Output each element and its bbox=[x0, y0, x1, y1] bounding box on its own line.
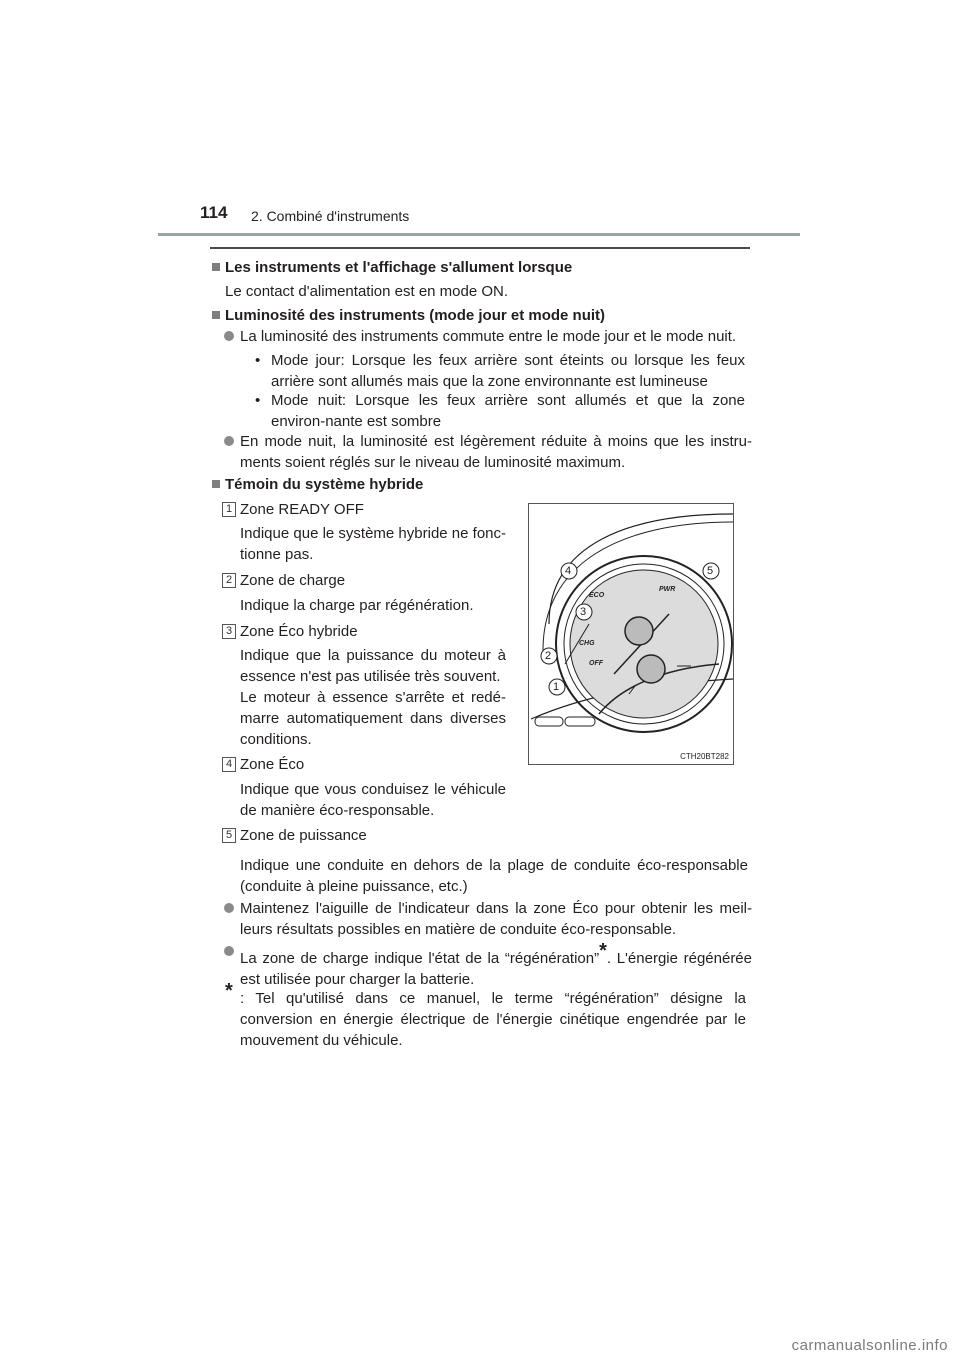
sub-bullet-marker: • bbox=[255, 352, 261, 369]
section-heading-3: Témoin du système hybride bbox=[212, 474, 423, 495]
hybrid-indicator-figure bbox=[528, 503, 734, 765]
figure-code: CTH20BT282 bbox=[680, 752, 729, 761]
square-bullet-icon bbox=[212, 480, 220, 488]
footnote-text: : Tel qu'utilisé dans ce manuel, le terme “régénération” désigne la conversion en énergie électrique de l'énergie cinétique engendrée par le mouvement du véhicule. bbox=[240, 990, 746, 1049]
item-description: Indique que le système hybride ne fonc-tionne pas. bbox=[240, 525, 506, 563]
footnote-star: * bbox=[225, 980, 233, 1002]
bullet-text: La luminosité des instruments commute entre le mode jour et le mode nuit. bbox=[240, 328, 737, 345]
sub-bullet-text: Mode jour: Lorsque les feux arrière sont éteints ou lorsque les feux arrière sont allumés mais que la zone environnante est lumineuse bbox=[271, 352, 745, 390]
item-title: Zone Éco hybride bbox=[240, 623, 358, 640]
sub-bullet-text: Mode nuit: Lorsque les feux arrière sont allumés et que la zone environ-nante est sombre bbox=[271, 392, 745, 430]
section-heading-2: Luminosité des instruments (mode jour et mode nuit) bbox=[212, 305, 605, 326]
off-label: OFF bbox=[589, 660, 603, 667]
item-title: Zone de puissance bbox=[240, 827, 367, 844]
header-rule bbox=[158, 233, 800, 236]
round-bullet-icon bbox=[224, 946, 234, 956]
item-title: Zone READY OFF bbox=[240, 501, 364, 518]
page-number: 114 bbox=[200, 203, 228, 222]
callout-number: 2 bbox=[222, 573, 236, 588]
callout-4: 4 bbox=[565, 565, 572, 577]
watermark: carmanualsonline.info bbox=[791, 1337, 948, 1354]
chapter-title: 2. Combiné d'instruments bbox=[251, 208, 410, 224]
callout-1: 1 bbox=[553, 681, 560, 693]
callout-number: 3 bbox=[222, 624, 236, 639]
section-rule bbox=[210, 247, 750, 249]
item-description: Indique la charge par régénération. bbox=[240, 597, 474, 614]
eco-label: ECO bbox=[589, 592, 605, 599]
round-bullet-icon bbox=[224, 903, 234, 913]
bullet-text: Maintenez l'aiguille de l'indicateur dans la zone Éco pour obtenir les meil-leurs résultats possibles en matière de conduite éco-responsable. bbox=[240, 900, 752, 938]
gauge-illustration bbox=[529, 504, 733, 764]
chg-label: CHG bbox=[579, 640, 595, 647]
section-1-text: Le contact d'alimentation est en mode ON. bbox=[225, 283, 509, 300]
callout-number: 4 bbox=[222, 757, 236, 772]
bullet-text: En mode nuit, la luminosité est légèrement réduite à moins que les instru-ments soient réglés sur le niveau de luminosité maximum. bbox=[240, 433, 752, 471]
pwr-label: PWR bbox=[659, 586, 676, 593]
square-bullet-icon bbox=[212, 311, 220, 319]
round-bullet-icon bbox=[224, 436, 234, 446]
section-heading-1: Les instruments et l'affichage s'allument lorsque bbox=[212, 257, 572, 278]
item-description: Indique une conduite en dehors de la plage de conduite éco-responsable (conduite à pleine puissance, etc.) bbox=[240, 857, 748, 895]
callout-2: 2 bbox=[545, 650, 552, 662]
callout-number: 5 bbox=[222, 828, 236, 843]
item-description-2: Le moteur à essence s'arrête et redé-marre automatiquement dans diverses conditions. bbox=[240, 689, 506, 748]
item-description: Indique que la puissance du moteur à essence n'est pas utilisée très souvent. bbox=[240, 647, 506, 685]
square-bullet-icon bbox=[212, 263, 220, 271]
bullet-text: La zone de charge indique l'état de la “régénération”*. L'énergie régénérée est utilisée pour charger la batterie. bbox=[240, 940, 752, 988]
item-title: Zone de charge bbox=[240, 572, 346, 589]
round-bullet-icon bbox=[224, 331, 234, 341]
callout-3: 3 bbox=[580, 606, 587, 618]
callout-number: 1 bbox=[222, 502, 236, 517]
sub-bullet-marker: • bbox=[255, 392, 261, 409]
item-description: Indique que vous conduisez le véhicule de manière éco-responsable. bbox=[240, 781, 506, 819]
item-title: Zone Éco bbox=[240, 756, 305, 773]
callout-5: 5 bbox=[707, 565, 714, 577]
